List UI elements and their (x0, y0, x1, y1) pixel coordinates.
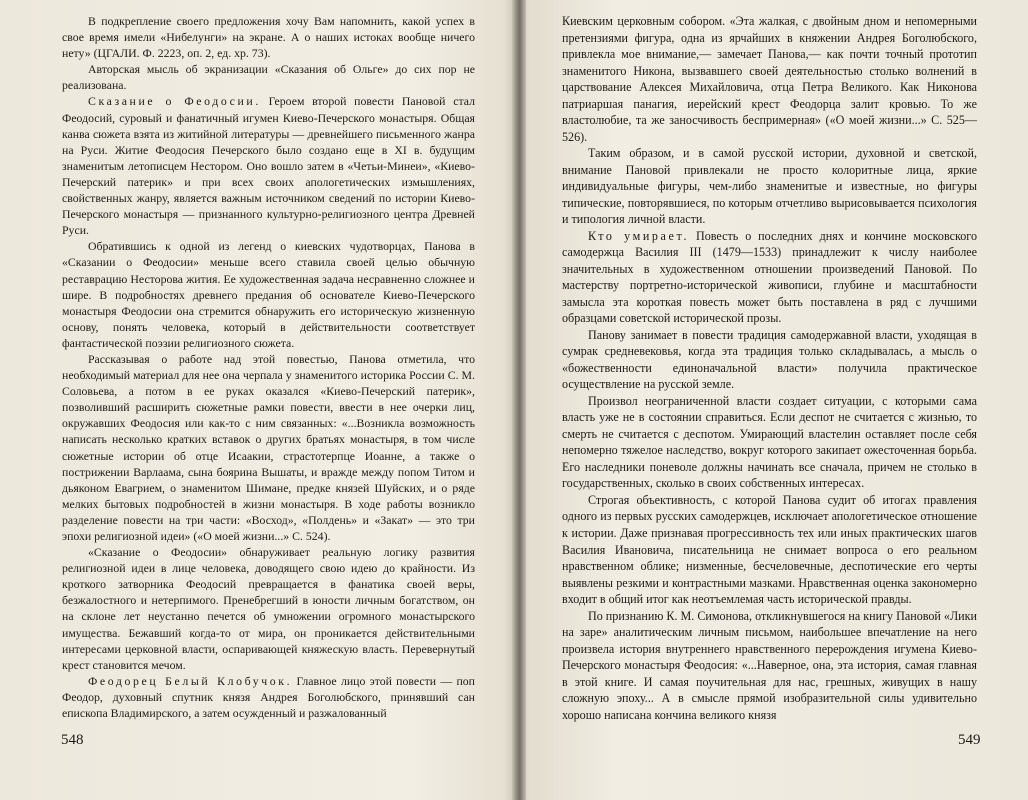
paragraph-text: Обратившись к одной из легенд о киевских чудотворцах, Панова в «Сказании о Феодосии» меньше всего ставила своей целью обычную реставрацию Несторова жития. Ее художественная задача несравненно сложнее и шире. В подробностях древнего предания об основателе Киево-Печерского монастыря Феодосии она стремится обнаружить его историческую жизненную основу, понять человека, который в действительности соответствует фантастической поэзии религиозного сюжета. (62, 239, 475, 350)
paragraph (62, 673, 475, 721)
paragraph (62, 61, 475, 93)
right-page-text (562, 13, 977, 723)
paragraph-text: Таким образом, и в самой русской истории, духовной и светской, внимание Пановой привлекали не просто колоритные лица, яркие индивидуальные фигуры, чем-либо знаменитые и известные, но фигуры типические, повторявшиеся, по которым отчетливо вырисовывается психология и типология личной власти. (562, 146, 977, 227)
paragraph-text: По признанию К. М. Симонова, откликнувшегося на книгу Пановой «Лики на заре» аналитическим личным письмом, наибольшее впечатление на него произвела история внутреннего нравственного перерождения игумена Киево-Печерского монастыря Феодосия: «...Наверное, она, эта история, самая главная в этой книге. И самая поучительная для нас, грешных, живущих в нашу сложную эпоху... А в смысле прямой изобразительной силы удивительно хорошо написана кончина великого князя (562, 608, 977, 722)
paragraph (562, 393, 977, 492)
paragraph (562, 327, 977, 393)
paragraph-text: Героем второй повести Пановой стал Феодосий, суровый и фанатичный игумен Киево-Печерского монастыря. Общая канва сюжета взята из житийной литературы — древнейшего письменного жанра на Руси. Житие Феодосия Печерского было создано еще в XI в. будущим знаменитым летописцем Нестором. Оно вошло затем в «Четьи-Минеи», «Киево-Печерский патерик» и при всех своих апологетических измышлениях, свойственных жанру, является важным источником сведений по истории Киево-Печерского монастыря — признанного культурно-религиозного центра Древней Руси. (62, 94, 475, 238)
left-page-text (62, 13, 475, 721)
paragraph-text: Рассказывая о работе над этой повестью, Панова отметила, что необходимый материал для нее она черпала у знаменитого историка России С. М. Соловьева, а потом в ее руках оказался «Киево-Печерский патерик», позволивший расширить сюжетные рамки повести, ввести в нее очерки лиц, окружавших Феодосия или как-то с ним связанных: «...Возникла возможность написать несколько кратких вставок о других братьях монастыря, в том числе сюжетные истории об отце Исаакии, страстотерпце Иоанне, а также о пострижении Варлаама, сына боярина Вышаты, и вражде между попом Титом и дьяконом Евагрием, о знаменитом Шимане, предке князей Шуйских, и о ряде мелких бытовых подробностей в жизни монастыря. В ходе работы возникло разделение повести на три части: «Восход», «Полдень» и «Закат» — это три эпохи религиозной идеи» («О моей жизни...» С. 524). (62, 351, 475, 543)
paragraph-text: В подкрепление своего предложения хочу Вам напомнить, какой успех в свое время имели «Нибелунги» на экране. А о наших истоках вообще ничего нету» (ЦГАЛИ. Ф. 2223, оп. 2, ед. хр. 73). (62, 14, 475, 61)
paragraph (62, 93, 475, 238)
paragraph-text: Авторская мысль об экранизации «Сказания об Ольге» до сих пор не реализована. (62, 62, 475, 93)
paragraph-text: Повесть о последних днях и кончине московского самодержца Василия III (1479—1533) принадлежит к числу наиболее значительных в художественном отношении произведений Пановой. По мастерству портретно-исторической живописи, глубине и масштабности замысла эта короткая повесть может быть поставлена в ряд с лучшими образцами советской исторической прозы. (562, 228, 977, 326)
paragraph (562, 228, 977, 327)
paragraph-text: Произвол неограниченной власти создает ситуации, с которыми сама власть уже не в состоянии справиться. Если деспот не считается с жизнью, то смерть не считается с деспотом. Умирающий властелин оставляет после себя непомерно тяжелое наследство, вокруг которого закипает ожесточенная борьба. Его наследники поневоле должны начинать все сначала, причем не столько в государственных, сколько в своих собственных интересах. (562, 393, 977, 491)
paragraph (62, 238, 475, 351)
paragraph-text: Строгая объективность, с которой Панова судит об итогах правления одного из первых русских самодержцев, исключает апологетическое отношение к истории. Даже признавая прогрессивность тех или иных практических шагов Василия Ивановича, писательница не снимает вопроса о его реальном нравственном облике; низменные, бесчеловечные, деспотические его черты выявлены резкими и контрастными мазками. Нравственная оценка закономерно входит в общий итог как неотъемлемая часть исторической правды. (562, 492, 977, 607)
section-heading: Феодорец Белый Клобучок. (88, 673, 293, 688)
left-page-number: 548 (61, 732, 84, 748)
paragraph (562, 145, 977, 228)
paragraph-text: «Сказание о Феодосии» обнаруживает реальную логику развития религиозной идеи в лице человека, доводящего свою идею до крайности. Из кроткого затворника Феодосий превращается в фанатика своей веры, безжалостного и нетерпимого. Пренебрегший в юности личным богатством, он на склоне лет неустанно печется об умножении огромного монастырского имущества. Бежавший когда-то от мира, он проникается действительными интересами церковной власти, оспаривающей княжескую власть. Перевернутый крест становится мечом. (62, 545, 475, 672)
paragraph (562, 13, 977, 145)
paragraph-text: Киевским церковным собором. «Эта жалкая, с двойным дном и непомерными претензиями фигура, одна из ярчайших в княжении Андрея Боголюбского, привлекла мое внимание,— замечает Панова,— как почти точный прототип знаменитого Никона, вызвавшего своей деятельностью столько волнений в царствование Алексея Михайловича, отца Петра Великого. Как Никонова патриаршая панагия, иерейский крест Феодорца залит кровью. То же властолюбие, та же заносчивость беспримерная» («О моей жизни...» С. 525—526). (562, 14, 977, 144)
paragraph (62, 544, 475, 673)
paragraph (562, 608, 977, 724)
section-heading: Кто умирает. (588, 228, 690, 243)
paragraph (562, 492, 977, 608)
paragraph (62, 13, 475, 61)
book-gutter (512, 0, 526, 800)
section-heading: Сказание о Феодосии. (88, 94, 261, 109)
paragraph-text: Панову занимает в повести традиция самодержавной власти, уходящая в сумрак средневековья, когда эта традиция только складывалась, а мысль о «божественности единоначальной власти» получила практическое осуществление на русской земле. (562, 327, 977, 392)
paragraph (62, 351, 475, 544)
right-page-number: 549 (958, 732, 981, 748)
paragraph-text: Главное лицо этой повести — поп Феодор, духовный спутник князя Андрея Боголюбского, принявший сан епископа Владимирского, а затем осужденный и разжалованный (62, 673, 475, 721)
